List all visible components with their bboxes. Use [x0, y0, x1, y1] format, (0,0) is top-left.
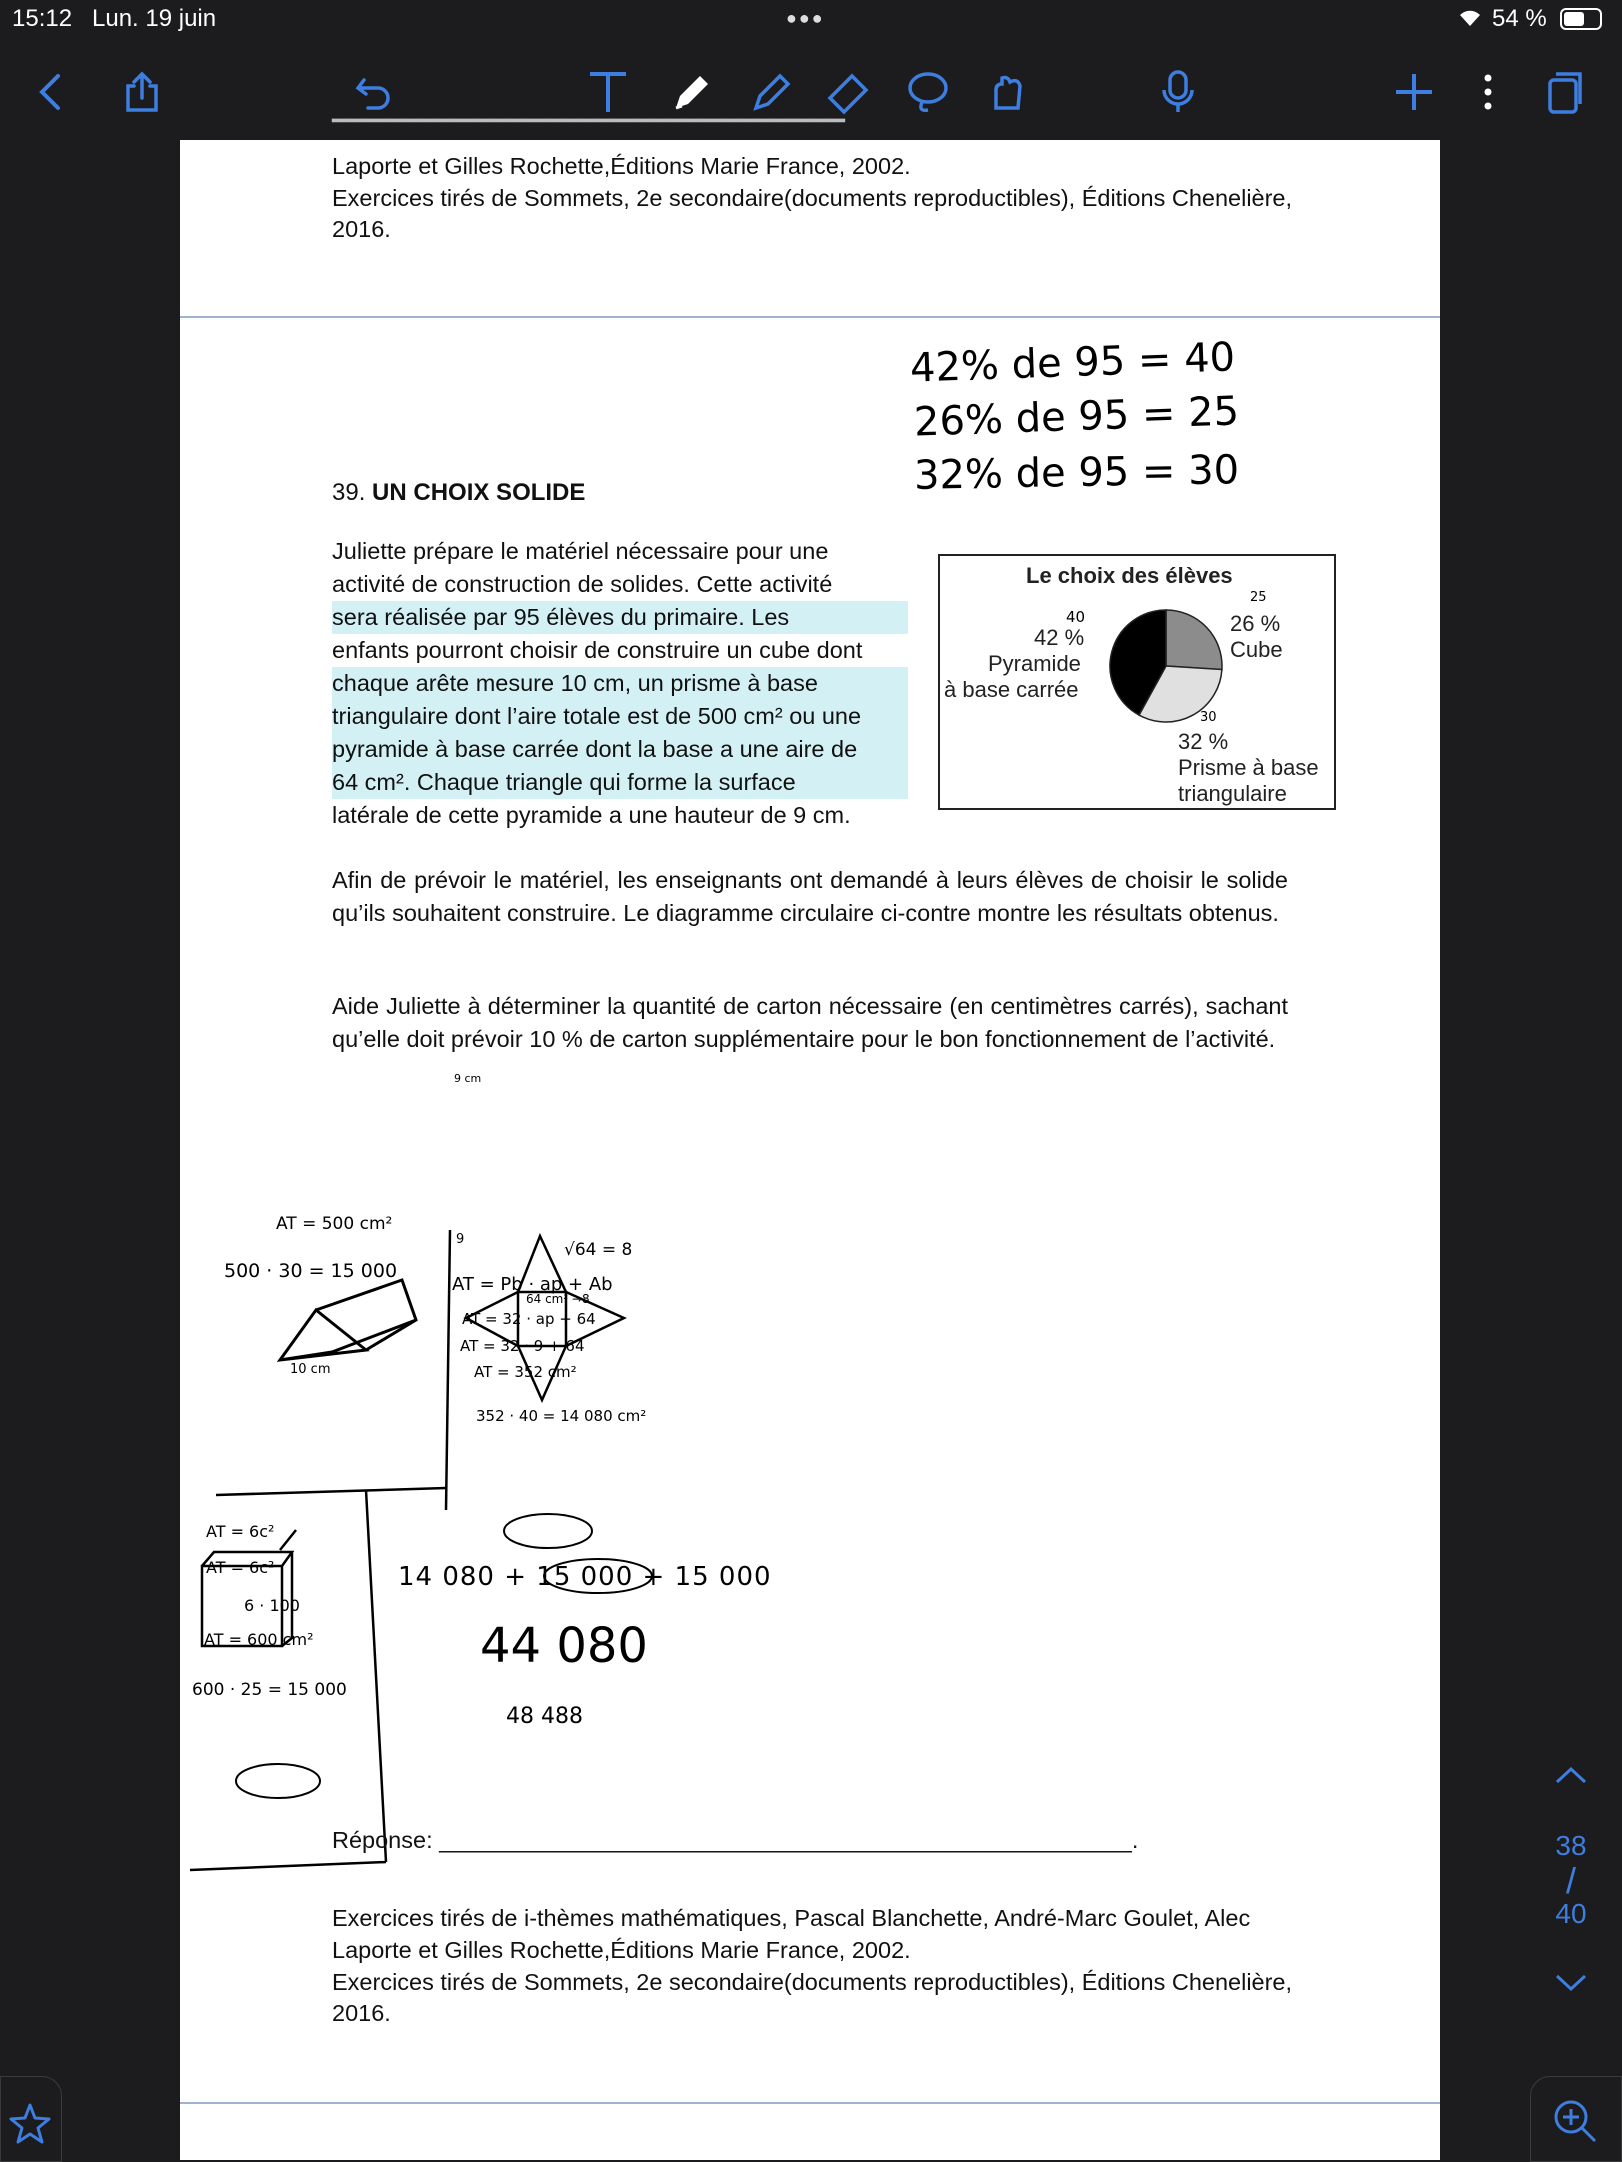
pyramid-pct: 42 %: [1034, 625, 1085, 650]
status-bar: [0, 0, 1620, 40]
p1-line: latérale de cette pyramide a une hauteur de 9 cm.: [332, 802, 851, 828]
battery-percent: 54 %: [1492, 5, 1547, 32]
share-icon[interactable]: [114, 64, 170, 120]
hw-pyr-top: 9 cm: [454, 1072, 482, 1085]
pages-icon[interactable]: [1536, 64, 1592, 120]
prism-label-1: Prisme à base: [1178, 755, 1319, 780]
p1-line: activité de construction de solides. Cette activité: [332, 571, 833, 597]
hw-cube-f1: AT = 6c²: [206, 1522, 275, 1541]
credit-3: Exercices tirés de Sommets, 2e secondaire(documents reproductibles), Éditions Chenelière,: [332, 1969, 1293, 1995]
prev-credit-2: Exercices tirés de Sommets, 2e secondaire(documents reproductibles), Éditions Chenelière,: [332, 185, 1293, 211]
eraser-icon[interactable]: [820, 64, 876, 120]
page-down-icon[interactable]: [1546, 1968, 1596, 2000]
hw-sum: 14 080 + 15 000 + 15 000: [398, 1562, 772, 1592]
hw-calc-3: 32% de 95 = 30: [913, 447, 1240, 499]
answer-label: Réponse:: [332, 1827, 433, 1853]
hw-total: 44 080: [480, 1618, 648, 1674]
hw-cube-f2: AT = 6c²: [206, 1558, 275, 1577]
status-time: 15:12: [12, 5, 73, 32]
problem-number: 39.: [332, 479, 366, 506]
pyramid-label-1: Pyramide: [988, 651, 1081, 676]
page-slash: /: [1565, 1860, 1576, 1901]
hw-prism-area: AT = 500 cm²: [276, 1214, 393, 1234]
cube-label: Cube: [1230, 637, 1283, 662]
cut-off-text: ▔▔▔▔▔▔▔▔▔▔▔▔▔▔▔▔▔▔▔▔▔▔▔▔▔▔▔▔▔: [332, 119, 845, 145]
hw-pyr-calc: 352 · 40 = 14 080 cm²: [476, 1407, 647, 1425]
credit-2: Laporte et Gilles Rochette,Éditions Marie France, 2002.: [332, 1937, 911, 1963]
problem-title-text: UN CHOIX SOLIDE: [372, 479, 586, 506]
pyramid-label-2: à base carrée: [944, 677, 1079, 702]
status-date: Lun. 19 juin: [92, 5, 217, 32]
more-icon[interactable]: [1460, 64, 1516, 120]
hw-pyr-f2: AT = 32 · ap + 64: [462, 1310, 596, 1328]
hw-pyr-h: 9: [456, 1232, 465, 1247]
highlighter-icon[interactable]: [744, 64, 800, 120]
pie-slice-cube: [1166, 610, 1222, 670]
hw-calc-1: 42% de 95 = 40: [909, 334, 1236, 392]
lasso-icon[interactable]: [900, 64, 956, 120]
hw-cube-edge: 10 cm: [290, 1362, 331, 1377]
zoom-in-icon[interactable]: [1551, 2097, 1599, 2145]
hand-draw-icon[interactable]: [980, 64, 1036, 120]
p1-line: triangulaire dont l’aire totale est de 500 cm² ou une: [332, 700, 908, 733]
hw-pyr-base: 64 cm² →8: [526, 1292, 590, 1306]
problem-title: [332, 476, 585, 509]
hw-pyr-f1: AT = Pb · ap + Ab: [452, 1274, 613, 1295]
answer-blank[interactable]: _____________________________________________________.: [439, 1827, 1139, 1853]
paragraph-2: Afin de prévoir le matériel, les enseignants ont demandé à leurs élèves de choisir le solide qu’ils souhaitent construire. Le diagramme circulaire ci-contre montre les résultats obtenus.: [332, 867, 1288, 926]
back-icon[interactable]: [24, 64, 80, 120]
hw-pyr-f3: AT = 32 · 9 + 64: [460, 1337, 585, 1355]
microphone-icon[interactable]: [1150, 64, 1206, 120]
prev-credit-1: Laporte et Gilles Rochette,Éditions Marie France, 2002.: [332, 153, 911, 179]
hw-cube-calc: 600 · 25 = 15 000: [192, 1680, 347, 1700]
undo-icon[interactable]: [346, 64, 402, 120]
hw-calc-2: 26% de 95 = 25: [913, 388, 1240, 446]
handwritten-sketches: [180, 1080, 940, 1900]
hw-prism-calc: 500 · 30 = 15 000: [224, 1260, 398, 1282]
p1-line: enfants pourront choisir de construire un cube dont: [332, 637, 863, 663]
zoom-panel: [1530, 2076, 1622, 2162]
credit-4: 2016.: [332, 2000, 391, 2026]
paragraph-1: [332, 535, 908, 832]
multitask-dots-icon[interactable]: ●●●: [786, 8, 825, 28]
hw-annot-40: 40: [1066, 608, 1086, 626]
add-icon[interactable]: [1386, 64, 1442, 120]
page-up-icon[interactable]: [1546, 1760, 1596, 1792]
page-separator-bottom: [180, 2102, 1440, 2104]
battery-icon: [1560, 8, 1602, 30]
prev-credit-3: 2016.: [332, 216, 391, 242]
hw-annot-30: 30: [1200, 710, 1217, 725]
prism-label-2: triangulaire: [1178, 781, 1287, 806]
p1-line: Juliette prépare le matériel nécessaire pour une: [332, 538, 829, 564]
chart-title: Le choix des élèves: [1026, 563, 1233, 588]
star-icon[interactable]: [7, 2101, 53, 2147]
hw-cube-f4: AT = 600 cm²: [204, 1630, 314, 1649]
page-current[interactable]: 38: [1555, 1830, 1587, 1861]
p1-line: chaque arête mesure 10 cm, un prisme à base: [332, 667, 908, 700]
page-separator: [180, 316, 1440, 318]
text-tool-icon[interactable]: [580, 64, 636, 120]
page-total[interactable]: 40: [1555, 1898, 1587, 1929]
hw-pyr-sqrt: √64 = 8: [564, 1240, 633, 1260]
favorites-panel: [0, 2076, 62, 2162]
hw-cube-f3: 6 · 100: [244, 1596, 300, 1615]
pie-svg: [1106, 606, 1226, 726]
hw-pyr-f4: AT = 352 cm²: [474, 1363, 577, 1381]
pen-icon[interactable]: [664, 64, 720, 120]
hw-total-2: 48 488: [506, 1704, 583, 1729]
answer-line[interactable]: [332, 1824, 1138, 1857]
pie-chart: [938, 554, 1336, 810]
paragraph-3: Aide Juliette à déterminer la quantité de carton nécessaire (en centimètres carrés), sachant qu’elle doit prévoir 10 % de carton supplémentaire pour le bon fonctionnement de l’activité.: [332, 993, 1288, 1052]
p1-line: 64 cm². Chaque triangle qui forme la surface: [332, 766, 908, 799]
document-page[interactable]: [180, 119, 1440, 2160]
cube-pct: 26 %: [1230, 611, 1281, 636]
credit-1: Exercices tirés de i-thèmes mathématiques, Pascal Blanchette, André-Marc Goulet, Alec: [332, 1905, 1251, 1931]
wifi-icon: [1456, 6, 1484, 28]
hw-annot-25: 25: [1250, 590, 1267, 605]
p1-line: pyramide à base carrée dont la base a une aire de: [332, 733, 908, 766]
p1-line: sera réalisée par 95 élèves du primaire. Les: [332, 601, 908, 634]
prism-pct: 32 %: [1178, 729, 1229, 754]
